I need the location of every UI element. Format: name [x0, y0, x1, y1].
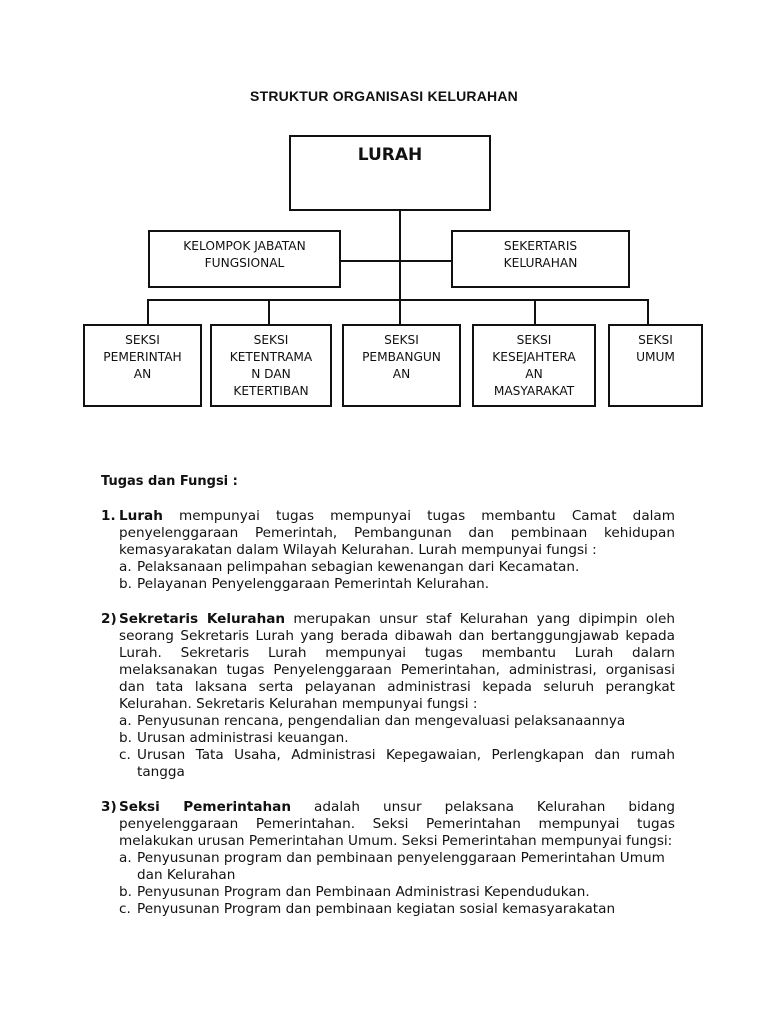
tugas-item-seksi-pemerintahan: [101, 799, 675, 850]
connector-line: [534, 300, 536, 325]
sub-text: Urusan administrasi keuangan.: [137, 730, 349, 746]
kelompok-jabatan-label: KELOMPOK JABATAN FUNGSIONAL: [183, 239, 306, 270]
sekertaris-label: SEKERTARIS KELURAHAN: [503, 239, 578, 270]
sub-item: [101, 884, 675, 901]
item-number: 2): [101, 611, 117, 627]
sub-item: [101, 901, 675, 918]
item-text: merupakan unsur staf Kelurahan yang dipimpin oleh seorang Sekretaris Lurah yang berada dibawah dan bertanggungjawab kepada Lurah. Sekretaris Lurah mempunyai tugas membantu Lurah dalarn melaksanakan tugas Penyelenggaraan Pemerintahan, administrasi, organisasi dan tata laksana serta pelayanan administrasi kepada seluruh perangkat Kelurahan. Sekretaris Kelurahan mempunyai fungsi :: [119, 611, 675, 712]
connector-line: [340, 260, 451, 262]
sub-item: [101, 713, 675, 730]
sub-item: [101, 730, 675, 747]
item-number: 3): [101, 799, 117, 815]
sub-item: [101, 850, 675, 884]
sub-letter: a.: [119, 713, 132, 729]
connector-line: [147, 300, 149, 325]
seksi-label: SEKSI PEMERINTAH AN: [103, 333, 182, 381]
seksi-box: [210, 324, 332, 407]
sub-letter: a.: [119, 850, 132, 866]
sekertaris-box: [451, 230, 630, 288]
seksi-box: [342, 324, 461, 407]
lurah-label: LURAH: [357, 145, 423, 165]
tugas-item-sekretaris: [101, 611, 675, 713]
connector-line: [399, 211, 401, 300]
item-text: mempunyai tugas mempunyai tugas membantu Camat dalam penyelenggaraan Pemerintah, Pembangunan dan pembinaan kehidupan kemasyarakatan dalam Wilayah Kelurahan. Lurah mempunyai fungsi :: [119, 508, 675, 558]
sub-text: Penyusunan program dan pembinaan penyelenggaraan Pemerintahan Umum dan Kelurahan: [137, 850, 665, 883]
sub-letter: b.: [119, 884, 132, 900]
sub-text: Pelaksanaan pelimpahan sebagian kewenangan dari Kecamatan.: [137, 559, 580, 575]
seksi-label: SEKSI UMUM: [636, 333, 675, 364]
sub-item: [101, 576, 675, 593]
connector-line: [647, 300, 649, 325]
seksi-label: SEKSI PEMBANGUN AN: [362, 333, 441, 381]
lurah-box: [289, 135, 491, 211]
sub-letter: a.: [119, 559, 132, 575]
seksi-box: [608, 324, 703, 407]
connector-line: [147, 299, 649, 301]
seksi-box: [472, 324, 596, 407]
tugas-heading: Tugas dan Fungsi :: [101, 474, 238, 489]
sub-text: Penyusunan rencana, pengendalian dan mengevaluasi pelaksanaannya: [137, 713, 626, 729]
tugas-item-lurah: [101, 508, 675, 559]
item-term: Sekretaris Kelurahan: [119, 611, 286, 627]
sub-item: [101, 559, 675, 576]
item-text: adalah unsur pelaksana Kelurahan bidang penyelenggaraan Pemerintahan. Seksi Pemerintahan mempunyai tugas melakukan urusan Pemerintahan Umum. Seksi Pemerintahan mempunyai fungsi:: [119, 799, 676, 849]
sub-letter: b.: [119, 576, 132, 592]
sub-text: Urusan Tata Usaha, Administrasi Kepegawaian, Perlengkapan dan rumah tangga: [137, 747, 675, 780]
sub-letter: c.: [119, 901, 131, 917]
tugas-list: [101, 508, 675, 918]
seksi-box: [83, 324, 202, 407]
sub-text: Penyusunan Program dan pembinaan kegiatan sosial kemasyarakatan: [137, 901, 616, 917]
sub-item: [101, 747, 675, 781]
sub-text: Pelayanan Penyelenggaraan Pemerintah Kelurahan.: [137, 576, 490, 592]
connector-line: [399, 300, 401, 325]
seksi-label: SEKSI KETENTRAMA N DAN KETERTIBAN: [229, 333, 313, 398]
sub-letter: b.: [119, 730, 132, 746]
sub-text: Penyusunan Program dan Pembinaan Administrasi Kependudukan.: [137, 884, 590, 900]
item-number: 1.: [101, 508, 116, 524]
kelompok-jabatan-box: [148, 230, 341, 288]
item-term: Lurah: [119, 508, 163, 524]
item-term: Seksi Pemerintahan: [119, 799, 292, 815]
sub-letter: c.: [119, 747, 131, 763]
seksi-label: SEKSI KESEJAHTERA AN MASYARAKAT: [492, 333, 576, 398]
page-title: STRUKTUR ORGANISASI KELURAHAN: [250, 88, 518, 104]
connector-line: [268, 300, 270, 325]
